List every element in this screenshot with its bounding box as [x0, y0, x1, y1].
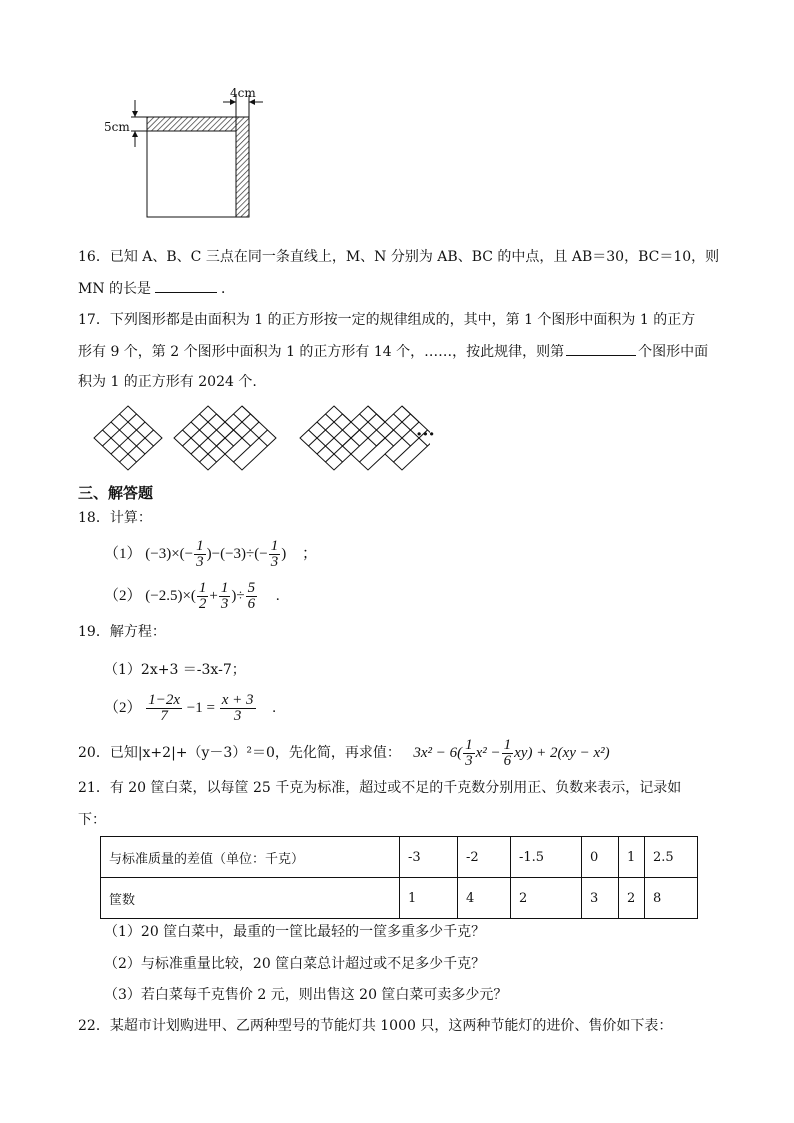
q21-line2: 下： — [78, 812, 106, 828]
section-title: 三、解答题 — [78, 484, 154, 502]
q18-p2-seg2: )÷ — [231, 588, 245, 604]
q16-line2 — [78, 278, 235, 299]
fraction — [194, 539, 206, 570]
num: x + 3 — [221, 692, 254, 709]
num: 1−2x — [148, 692, 181, 709]
q21-sub2: （2）与标准重量比较，20 筐白菜总计超过或不足多少千克？ — [104, 956, 486, 972]
q17-ellipsis: ··· — [416, 424, 435, 445]
num: 1 — [196, 538, 204, 555]
table-cell: 1 — [619, 837, 645, 878]
q16-line2-pre: MN 的长是 — [78, 281, 152, 297]
q21-sub1: （1）20 筐白菜中，最重的一筐比最轻的一筐多重多少千克？ — [104, 924, 486, 940]
q18-p1-seg1: (−3)×(− — [145, 546, 194, 562]
den: 3 — [270, 554, 279, 571]
fraction — [220, 693, 256, 724]
q16-line1: 16．已知 A、B、C 三点在同一条直线上，M、N 分别为 AB、BC 的中点，且 AB＝30，BC＝10，则 — [78, 249, 720, 265]
table-cell: -1.5 — [511, 837, 582, 878]
den: 3 — [220, 596, 229, 613]
q17-line1: 17．下列图形都是由面积为 1 的正方形按一定的规律组成的，其中，第 1 个图形中面积为 1 的正方 — [78, 312, 696, 328]
fraction — [246, 581, 258, 612]
fraction — [146, 693, 182, 724]
row-header: 筐数 — [101, 878, 400, 919]
q17-line2-pre: 形有 9 个，第 2 个图形中面积为 1 的正方形有 14 个，……，按此规律，则第 — [78, 344, 565, 360]
q16-line2-post: ． — [221, 281, 236, 297]
q21-table — [100, 836, 698, 919]
q17-line2 — [78, 341, 708, 362]
q19-title: 19．解方程： — [78, 624, 166, 640]
q18-p2-label: （2） — [104, 588, 142, 604]
table-cell: 0 — [582, 837, 619, 878]
table-cell: 4 — [458, 878, 511, 919]
q21-sub3: （3）若白菜每千克售价 2 元，则出售这 20 筐白菜可卖多少元？ — [104, 987, 508, 1003]
main-rectangle — [147, 117, 249, 217]
den: 6 — [247, 596, 256, 613]
top-strip — [147, 117, 236, 131]
row-header: 与标准质量的差值（单位：千克） — [101, 837, 400, 878]
fraction — [219, 581, 231, 612]
q20-expr-b: x² − — [475, 745, 501, 761]
q18-p2-plus: + — [209, 588, 218, 604]
q20-expr-a: 3x² − 6( — [413, 745, 463, 761]
num: 1 — [503, 737, 512, 754]
q18-p1-seg2: )−(−3)÷(− — [206, 546, 268, 562]
q21-line1: 21．有 20 筐白菜，以每筐 25 千克为标准，超过或不足的千克数分别用正、负数来表示，记录如 — [78, 780, 682, 796]
q19-p2-label: （2） — [104, 700, 142, 716]
num: 1 — [198, 580, 207, 597]
q20-line — [78, 737, 610, 769]
q18-p2-seg1: (−2.5)×( — [145, 588, 196, 604]
num: 1 — [465, 737, 473, 754]
table-cell: 1 — [400, 878, 458, 919]
q20-text: 20．已知|x+2|+（y－3）²＝0，先化简，再求值： — [78, 745, 401, 761]
num: 1 — [270, 538, 279, 555]
right-strip — [236, 117, 249, 217]
figure-3 — [300, 406, 430, 470]
q18-title: 18．计算： — [78, 510, 152, 526]
num: 5 — [247, 580, 256, 597]
q19-p2-end: . — [272, 700, 276, 716]
table-cell: -3 — [400, 837, 458, 878]
fraction — [197, 581, 209, 612]
figure-1 — [94, 406, 162, 470]
q18-p1-seg3: ) — [281, 546, 287, 562]
table-row — [101, 837, 698, 878]
den: 6 — [503, 753, 512, 770]
den: 2 — [198, 596, 207, 613]
q18-p1-end: ； — [301, 546, 317, 562]
label-4cm: 4cm — [230, 86, 256, 100]
pattern-figures — [90, 402, 430, 474]
table-cell: -2 — [458, 837, 511, 878]
fraction — [269, 539, 281, 570]
table-cell: 2 — [619, 878, 645, 919]
q19-p2-mid: −1 = — [186, 700, 215, 716]
q17-answer-blank[interactable] — [566, 341, 636, 356]
table-cell: 3 — [582, 878, 619, 919]
fraction — [463, 738, 475, 769]
q18-part2 — [104, 580, 280, 612]
q22-line: 22．某超市计划购进甲、乙两种型号的节能灯共 1000 只，这两种节能灯的进价、售价如下表： — [78, 1018, 673, 1034]
den: 3 — [465, 753, 473, 770]
q20-expression — [413, 737, 610, 770]
q19-part1: （1）2x+3 ＝-3x-7； — [104, 662, 246, 678]
q18-p2-end: . — [275, 588, 280, 604]
q20-expr-c: xy) + 2(xy − x²) — [514, 745, 610, 761]
table-cell: 2.5 — [645, 837, 698, 878]
table-cell: 2 — [511, 878, 582, 919]
table-row — [101, 878, 698, 919]
q18-part1 — [104, 538, 317, 570]
figure-2 — [174, 406, 276, 470]
q17-line3: 积为 1 的正方形有 2024 个. — [78, 374, 257, 390]
q17-line2-post: 个图形中面 — [638, 344, 709, 360]
den: 3 — [196, 554, 204, 571]
table-cell: 8 — [645, 878, 698, 919]
label-5cm: 5cm — [104, 120, 130, 134]
q19-part2 — [104, 692, 276, 724]
den: 7 — [160, 708, 168, 725]
num: 1 — [220, 580, 229, 597]
fraction — [502, 738, 514, 769]
den: 3 — [233, 708, 242, 725]
q16-answer-blank[interactable] — [155, 278, 217, 293]
rectangle-figure — [95, 85, 275, 225]
q18-p1-label: （1） — [104, 546, 142, 562]
